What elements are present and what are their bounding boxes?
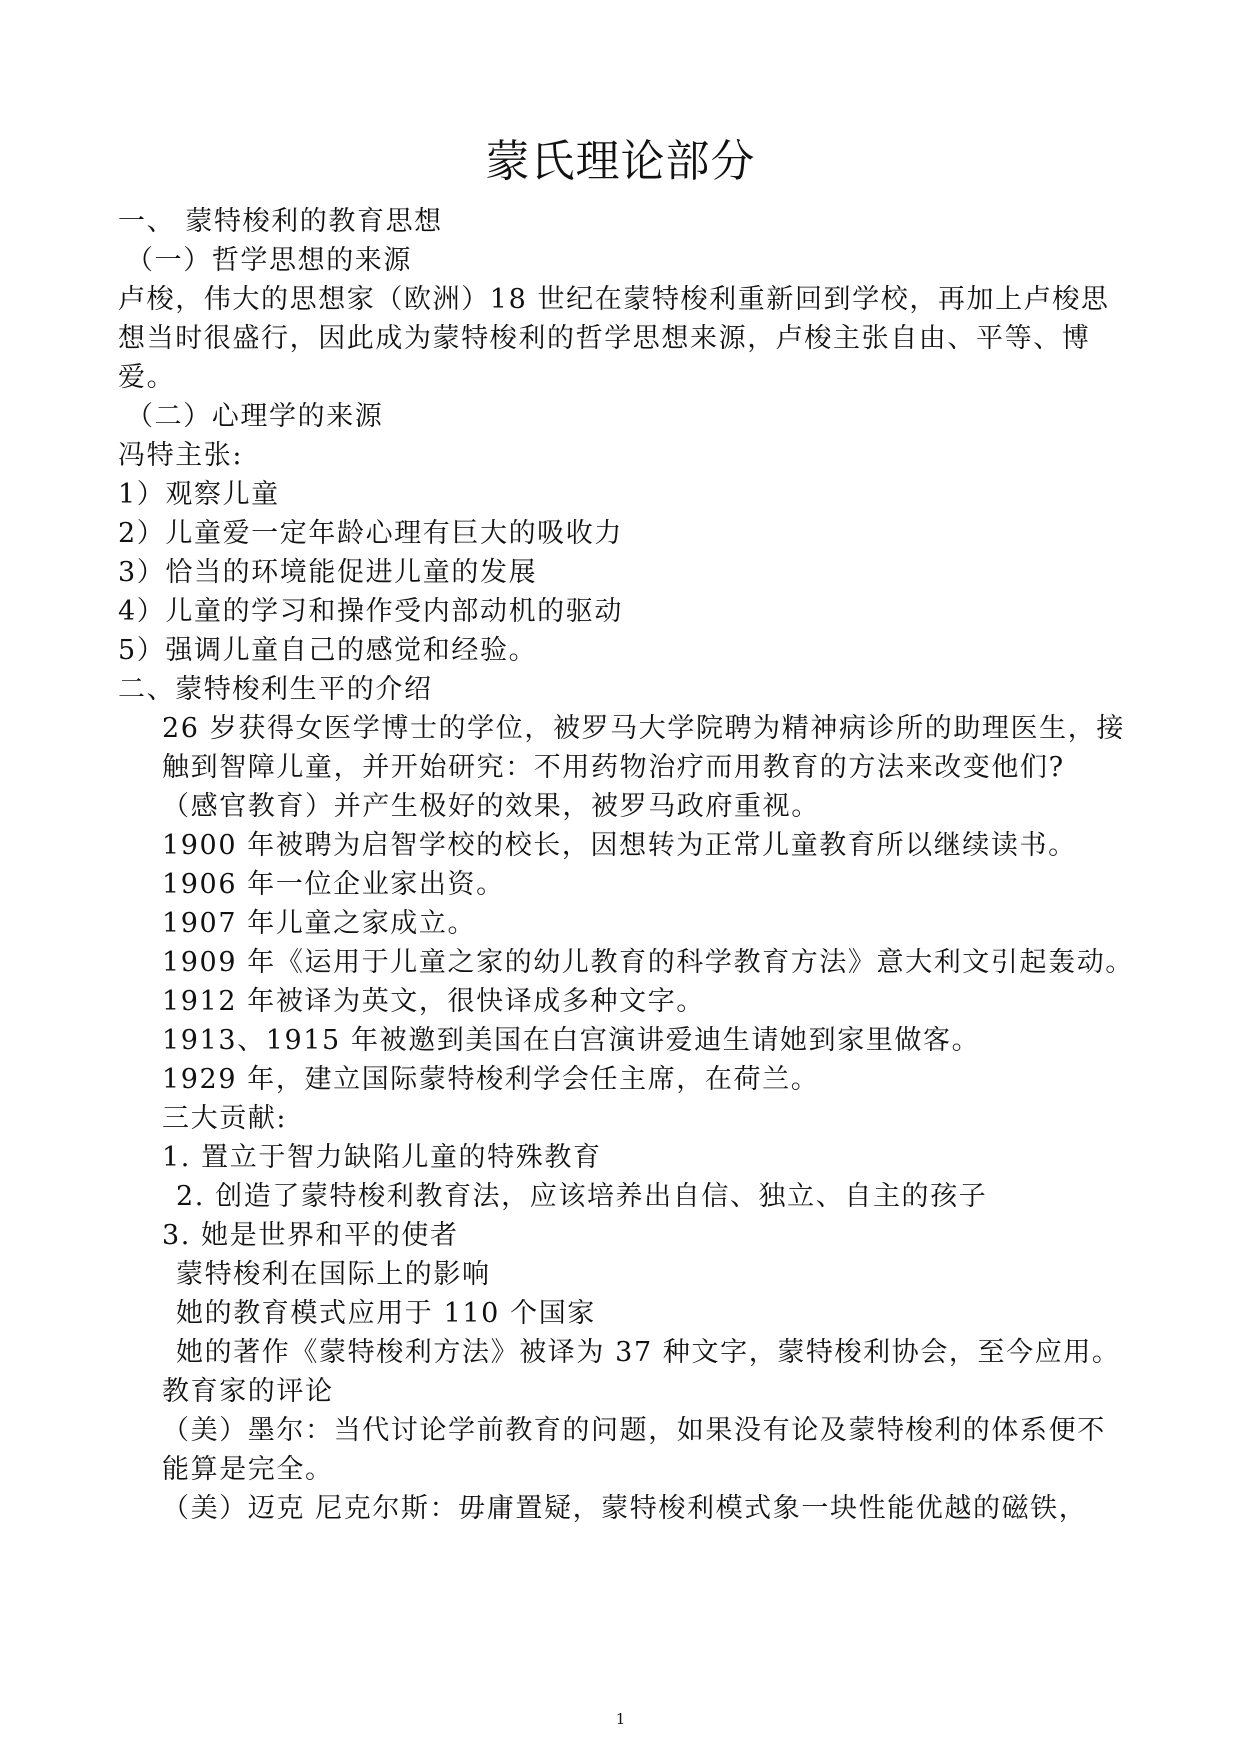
list-item: 3. 她是世界和平的使者 (162, 1220, 459, 1251)
list-item: 3）恰当的环境能促进儿童的发展 (118, 557, 538, 588)
list-item: 2）儿童爱一定年龄心理有巨大的吸收力 (118, 518, 623, 549)
paragraph-line: （美）墨尔：当代讨论学前教育的问题，如果没有论及蒙特梭利的体系便不 (162, 1415, 1106, 1446)
page-number: 1 (615, 1710, 626, 1728)
subheading: 三大贡献: (162, 1103, 288, 1134)
timeline-item: 1906 年一位企业家出资。 (162, 869, 505, 900)
timeline-item: 1907 年儿童之家成立。 (162, 908, 477, 939)
list-item: 5）强调儿童自己的感觉和经验。 (118, 635, 538, 666)
paragraph-line: （感官教育）并产生极好的效果，被罗马政府重视。 (162, 791, 820, 822)
paragraph-line: 能算是完全。 (162, 1454, 334, 1485)
timeline-item: 1912 年被译为英文，很快译成多种文字。 (162, 986, 705, 1017)
paragraph-line: （美）迈克 尼克尔斯：毋庸置疑，蒙特梭利模式象一块性能优越的磁铁， (162, 1493, 1088, 1524)
paragraph-line: 想当时很盛行，因此成为蒙特梭利的哲学思想来源，卢梭主张自由、平等、博 (118, 323, 1091, 354)
subsection-heading: （一）哲学思想的来源 (126, 245, 412, 276)
section-heading: 二、蒙特梭利生平的介绍 (118, 674, 433, 705)
paragraph-line: 卢梭，伟大的思想家（欧洲）18 世纪在蒙特梭利重新回到学校，再加上卢梭思 (118, 284, 1110, 315)
section-heading: 一、 蒙特梭利的教育思想 (118, 206, 443, 237)
paragraph-line: 她的著作《蒙特梭利方法》被译为 37 种文字，蒙特梭利协会，至今应用。 (176, 1337, 1121, 1368)
paragraph-line: 26 岁获得女医学博士的学位，被罗马大学院聘为精神病诊所的助理医生，接 (162, 713, 1125, 744)
list-item: 1）观察儿童 (118, 479, 280, 510)
document-body (118, 202, 1134, 1528)
timeline-item: 1900 年被聘为启智学校的校长，因想转为正常儿童教育所以继续读书。 (162, 830, 1077, 861)
list-item: 1. 置立于智力缺陷儿童的特殊教育 (162, 1142, 602, 1173)
subsection-heading: （二）心理学的来源 (126, 401, 384, 432)
paragraph-line: 触到智障儿童，并开始研究：不用药物治疗而用教育的方法来改变他们? (162, 752, 1065, 783)
paragraph-line: 冯特主张: (118, 440, 244, 471)
timeline-item: 1913、1915 年被邀到美国在白宫演讲爱迪生请她到家里做客。 (162, 1025, 981, 1056)
paragraph-line: 爱。 (118, 362, 176, 393)
subheading: 教育家的评论 (162, 1376, 334, 1407)
timeline-item: 1929 年，建立国际蒙特梭利学会任主席，在荷兰。 (162, 1064, 820, 1095)
page-title: 蒙氏理论部分 (485, 136, 756, 187)
paragraph-line: 蒙特梭利在国际上的影响 (176, 1259, 491, 1290)
list-item: 2. 创造了蒙特梭利教育法，应该培养出自信、独立、自主的孩子 (176, 1181, 988, 1212)
list-item: 4）儿童的学习和操作受内部动机的驱动 (118, 596, 623, 627)
timeline-item: 1909 年《运用于儿童之家的幼儿教育的科学教育方法》意大利文引起轰动。 (162, 947, 1134, 978)
paragraph-line: 她的教育模式应用于 110 个国家 (176, 1298, 596, 1329)
